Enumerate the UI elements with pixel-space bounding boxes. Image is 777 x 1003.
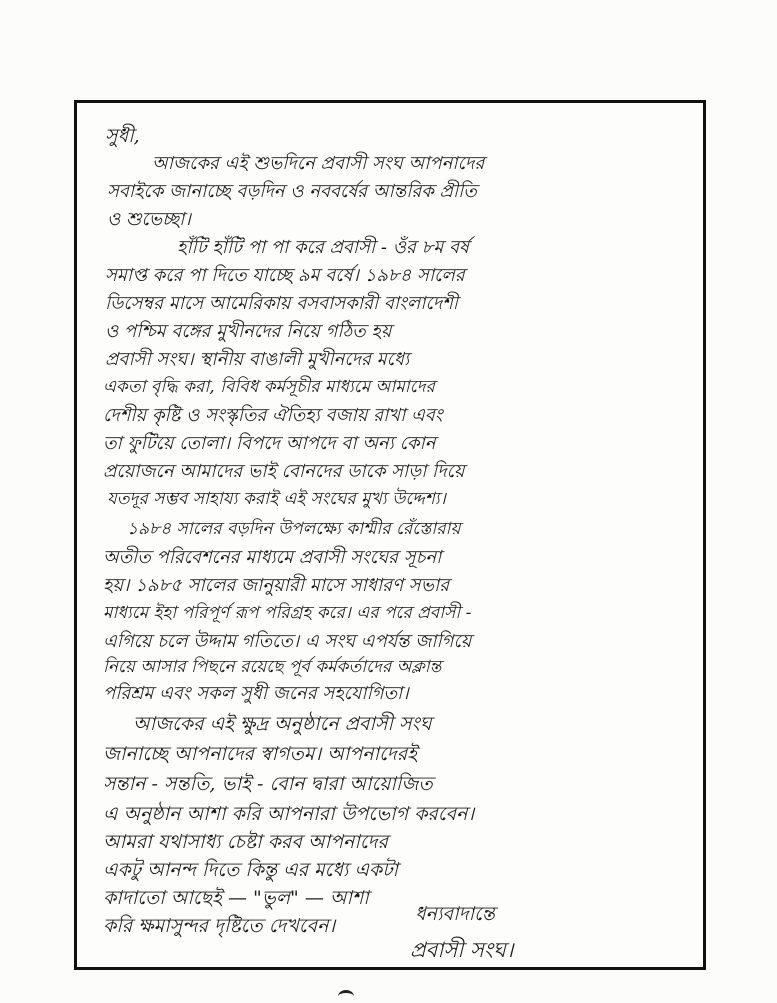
letter-line: কাদাতো আছেই — "ভুল" — আশা [103, 887, 369, 909]
letter-line: আমরা যথাসাধ্য চেষ্টা করব আপনাদের [103, 831, 388, 853]
letter-line: ডিসেম্বর মাসে আমেরিকায় বসবাসকারী বাংলাদেশী [105, 293, 458, 314]
letter-line: সবাইকে জানাচ্ছে বড়দিন ও নববর্ষের আন্তরিক প্রীতি [107, 181, 477, 202]
handwritten-letter [77, 103, 703, 967]
letter-line: আজকের এই ক্ষুদ্র অনুষ্ঠানে প্রবাসী সংঘ [133, 713, 432, 735]
letter-line: তা ফুটিয়ে তোলা। বিপদে আপদে বা অন্য কোন [103, 433, 436, 454]
letter-line: আজকের এই শুভদিনে প্রবাসী সংঘ আপনাদের [152, 153, 485, 174]
letter-line: এগিয়ে চলে উদ্দাম গতিতে। এ সংঘ এপর্যন্ত জাগিয়ে [103, 631, 472, 652]
letter-frame [74, 100, 706, 970]
letter-line: অতীত পরিবেশনের মাধ্যমে প্রবাসী সংঘের সূচনা [103, 547, 442, 568]
letter-line: পরিশ্রম এবং সকল সুধী জনের সহযোগিতা। [103, 683, 409, 704]
closing: ধন্যবাদান্তে [415, 903, 495, 925]
letter-line: প্রয়োজনে আমাদের ভাই বোনদের ডাকে সাড়া দিয়ে [103, 461, 465, 482]
letter-line: সন্তান - সন্ততি, ভাই - বোন দ্বারা আয়োজিত [103, 773, 433, 795]
letter-line: একটু আনন্দ দিতে কিন্তু এর মধ্যে একটা [103, 859, 399, 881]
letter-line: নিয়ে আসার পিছনে রয়েছে পূর্ব কর্মকর্তাদের অক্লান্ত [103, 657, 442, 677]
signature: প্রবাসী সংঘ। [410, 938, 514, 962]
letter-line: জানাচ্ছে আপনাদের স্বাগতম। আপনাদেরই [103, 743, 418, 765]
letter-line: যতদূর সম্ভব সাহায্য করাই এই সংঘের মুখ্য উদ্দেশ্য। [107, 489, 446, 509]
letter-line: করি ক্ষমাসুন্দর দৃষ্টিতে দেখবেন। [103, 915, 336, 937]
letter-line: ও শুভেচ্ছা। [107, 209, 191, 230]
letter-line: একতা বৃদ্ধি করা, বিবিধ কর্মসূচীর মাধ্যমে আমাদের [103, 377, 435, 397]
letter-line: সমাপ্ত করে পা দিতে যাচ্ছে ৯ম বর্ষে। ১৯৮৪ সালের [105, 265, 465, 286]
page-edge-mark [338, 990, 354, 1003]
letter-line: ও পশ্চিম বঙ্গের মুখীনদের নিয়ে গঠিত হয় [105, 321, 392, 342]
letter-line: এ অনুষ্ঠান আশা করি আপনারা উপভোগ করবেন। [103, 803, 475, 825]
letter-line: প্রবাসী সংঘ। স্থানীয় বাঙালী মুখীনদের মধ্যে [105, 349, 410, 370]
salutation: সুধী, [105, 125, 140, 147]
letter-line: মাধ্যমে ইহা পরিপূর্ণ রূপ পরিগ্রহ করে। এর পরে প্রবাসী - [103, 603, 472, 623]
letter-line: ১৯৮৪ সালের বড়দিন উপলক্ষ্যে কাশ্মীর রেঁস্তোরায় [127, 519, 461, 539]
letter-line: হাঁটি হাঁটি পা পা করে প্রবাসী - ওঁর ৮ম বর্ষ [177, 237, 469, 258]
letter-line: দেশীয় কৃষ্টি ও সংস্কৃতির ঐতিহ্য বজায় রাখা এবং [103, 405, 443, 426]
letter-line: হয়। ১৯৮৫ সালের জানুয়ারী মাসে সাধারণ সভার [103, 575, 450, 596]
